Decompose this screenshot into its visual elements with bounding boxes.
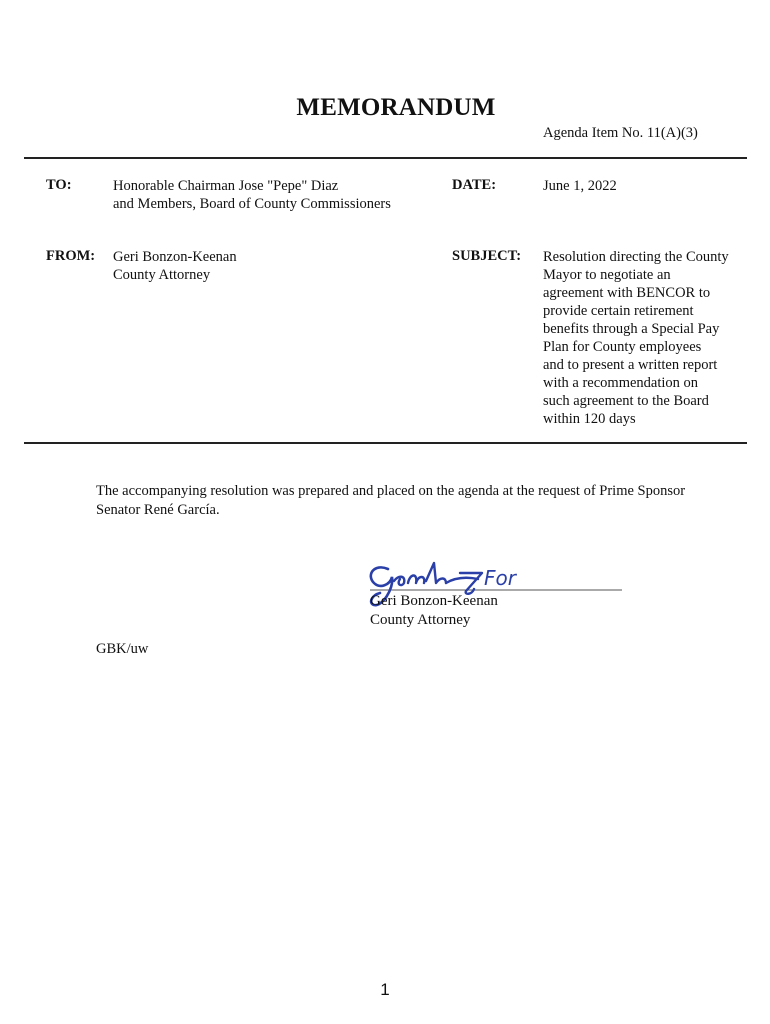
signature-for-text: For	[484, 566, 516, 590]
page-number: 1	[380, 980, 390, 999]
to-line: and Members, Board of County Commissioners	[113, 196, 391, 212]
signer-title: County Attorney	[370, 612, 471, 628]
subject-line: and to present a written report	[543, 357, 718, 373]
from-line: County Attorney	[113, 267, 211, 283]
subject-line: Mayor to negotiate an	[543, 267, 671, 283]
from-label: FROM:	[46, 248, 96, 264]
bottom-divider	[24, 442, 747, 444]
body-line: Senator René García.	[96, 502, 220, 518]
signer-name: Geri Bonzon-Keenan	[370, 593, 498, 609]
memo-title: MEMORANDUM	[296, 94, 496, 121]
to-recipients	[113, 177, 391, 213]
to-line: Honorable Chairman Jose "Pepe" Diaz	[113, 178, 339, 194]
from-line: Geri Bonzon-Keenan	[113, 249, 237, 265]
subject-line: agreement with BENCOR to	[543, 285, 711, 301]
typist-initials: GBK/uw	[96, 641, 149, 657]
top-divider	[24, 157, 747, 159]
subject-line: provide certain retirement	[543, 303, 694, 319]
agenda-item-number: Agenda Item No. 11(A)(3)	[543, 125, 698, 141]
subject-label: SUBJECT:	[452, 248, 522, 264]
from-sender	[113, 248, 237, 284]
subject-line: benefits through a Special Pay	[543, 321, 720, 337]
subject-text	[543, 248, 729, 428]
subject-line: with a recommendation on	[543, 375, 699, 391]
subject-line: Resolution directing the County	[543, 249, 729, 265]
subject-line: within 120 days	[543, 411, 636, 427]
body-paragraph	[96, 482, 736, 520]
subject-line: Plan for County employees	[543, 339, 702, 355]
date-label: DATE:	[452, 177, 497, 193]
body-line: The accompanying resolution was prepared and placed on the agenda at the request of Prime Sponsor	[96, 483, 686, 499]
date-value: June 1, 2022	[543, 178, 617, 194]
subject-line: such agreement to the Board	[543, 393, 709, 409]
to-label: TO:	[46, 177, 72, 193]
